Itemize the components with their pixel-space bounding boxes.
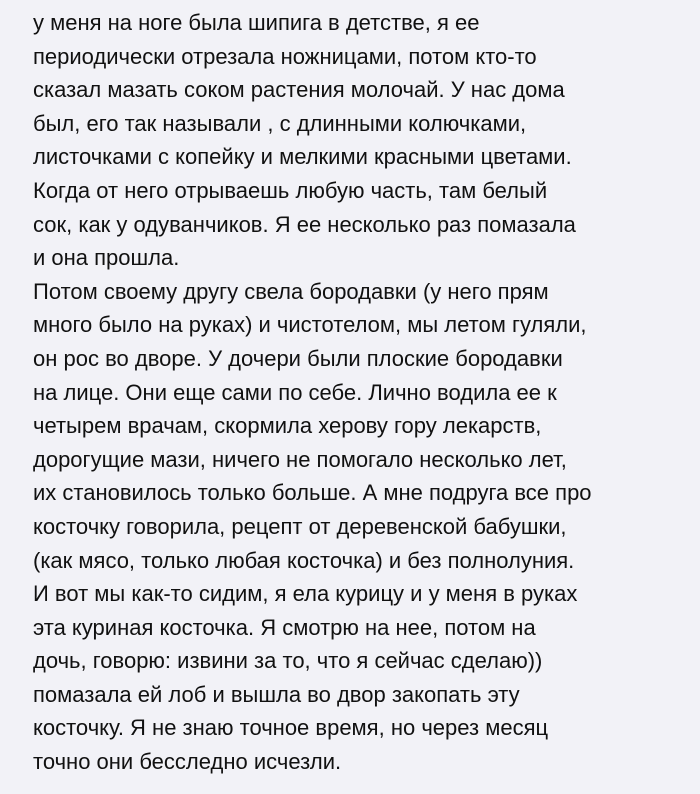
message-line: листочками с копейку и мелкими красными цветами. xyxy=(33,144,572,170)
message-line: (как мясо, только любая косточка) и без полнолуния. xyxy=(33,547,575,573)
message-line: дочь, говорю: извини за то, что я сейчас сделаю)) xyxy=(33,648,543,674)
message-text xyxy=(33,0,693,779)
message-line: косточку говорила, рецепт от деревенской бабушки, xyxy=(33,513,567,539)
message-line: дорогущие мази, ничего не помогало несколько лет, xyxy=(33,446,567,472)
message-line: много было на руках) и чистотелом, мы летом гуляли, xyxy=(33,312,587,338)
message-line: Когда от него отрываешь любую часть, там белый xyxy=(33,177,548,203)
message-line: он рос во дворе. У дочери были плоские бородавки xyxy=(33,345,563,371)
message-line: был, его так называли , с длинными колючками, xyxy=(33,110,527,136)
message-line: сказал мазать соком растения молочай. У нас дома xyxy=(33,77,565,103)
message-line: их становилось только больше. А мне подруга все про xyxy=(33,480,592,506)
message-line: помазала ей лоб и вышла во двор закопать эту xyxy=(33,681,520,707)
message-line: эта куриная косточка. Я смотрю на нее, потом на xyxy=(33,614,536,640)
message-line: точно они бесследно исчезли. xyxy=(33,749,342,775)
message-line: у меня на ноге была шипига в детстве, я ее xyxy=(33,10,480,35)
message-line: И вот мы как-то сидим, я ела курицу и у меня в руках xyxy=(33,581,578,607)
message-line: сок, как у одуванчиков. Я ее несколько раз помазала xyxy=(33,211,576,237)
message-line: Потом своему другу свела бородавки (у него прям xyxy=(33,278,549,304)
message-line: четырем врачам, скормила херову гору лекарств, xyxy=(33,413,542,439)
message-line: и она прошла. xyxy=(33,245,180,271)
message-line: косточку. Я не знаю точное время, но через месяц xyxy=(33,715,549,741)
message-line: на лице. Они еще сами по себе. Лично водила ее к xyxy=(33,379,557,405)
message-line: периодически отрезала ножницами, потом кто-то xyxy=(33,43,537,69)
